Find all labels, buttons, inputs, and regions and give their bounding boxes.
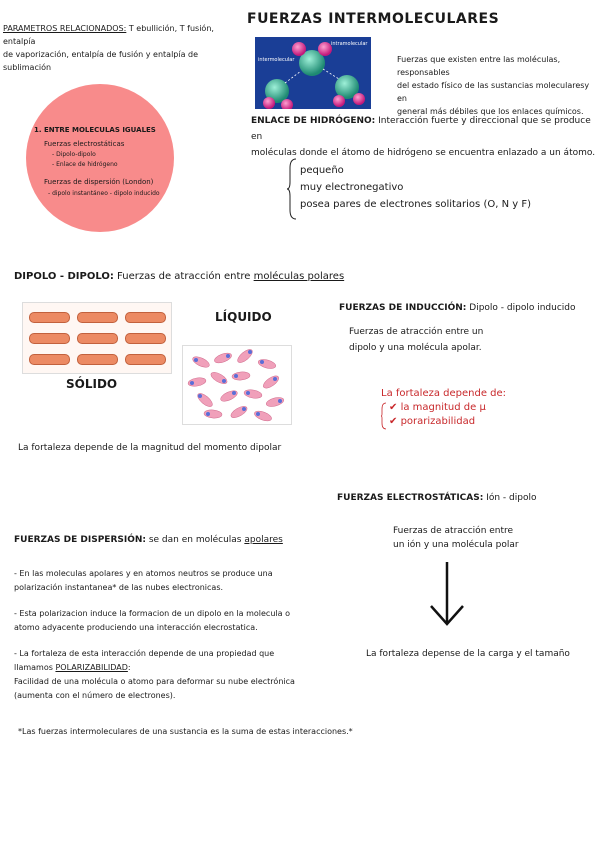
circle-content <box>34 124 174 200</box>
definition-line: general más débiles que los enlaces químicos. <box>397 107 584 116</box>
solid-label: SÓLIDO <box>66 377 118 391</box>
check-icon: ✔ <box>389 416 398 427</box>
dispersion-line: polarización instantanea* de las nubes electronicas. <box>14 583 224 592</box>
induction-desc-line: dipolo y una molécula apolar. <box>349 343 482 353</box>
dipole-tile <box>29 354 70 365</box>
dispersion-line: - Esta polarizacion induce la formacion de un dipolo en la molecula o <box>14 609 290 618</box>
dispersion-label: FUERZAS DE DISPERSIÓN: <box>14 535 146 545</box>
circle-electro: Fuerzas electrostáticas <box>44 140 125 148</box>
liquid-diagram <box>182 345 292 425</box>
brace-icon <box>287 158 297 220</box>
dipole-tile <box>125 312 166 323</box>
apolar-word: apolares <box>244 535 283 545</box>
induction-box-list <box>381 401 506 429</box>
circle-dispersion: Fuerzas de dispersión (London) <box>44 178 154 186</box>
definition-line: del estado físico de las sustancias molecularesy en <box>397 81 590 103</box>
dispersion-body <box>14 567 334 703</box>
liquid-graphic <box>183 346 291 424</box>
molecule-graphic <box>255 37 371 109</box>
dipole-tile <box>77 312 118 323</box>
induction-box-title: La fortaleza depende de: <box>381 388 507 399</box>
hydrogen-text1: Interacción fuerte y direccional que se produce en <box>251 116 591 142</box>
electrostatic-strength: La fortaleza depense de la carga y el tamaño <box>366 649 570 659</box>
dipole-tile <box>29 312 70 323</box>
dipole-tile <box>29 333 70 344</box>
dipole-heading <box>14 269 344 284</box>
definition-line: Fuerzas que existen entre las moléculas, responsables <box>397 55 561 77</box>
induction-strength-box <box>381 387 506 429</box>
requirement-item: pequeño <box>300 165 344 176</box>
params-block <box>3 22 243 74</box>
dipole-tile <box>77 354 118 365</box>
intermolecular-label: intermolecular <box>258 57 295 63</box>
induction-heading <box>339 301 575 316</box>
hydrogen-requirements <box>300 162 531 213</box>
down-arrow-icon <box>427 560 467 628</box>
induction-desc <box>349 324 483 356</box>
induction-label: FUERZAS DE INDUCCIÓN: <box>339 303 467 313</box>
params-label: PARAMETROS RELACIONADOS: <box>3 24 127 33</box>
definition-text <box>397 53 597 118</box>
solid-diagram <box>22 302 172 374</box>
electrostatic-heading <box>337 491 536 506</box>
electrostatic-desc-line: un ión y una molécula polar <box>393 540 519 550</box>
dispersion-line: (aumenta con el número de electrones). <box>14 691 176 700</box>
params-text2: de vaporización, entalpía de fusión y entalpía de sublimación <box>3 50 199 72</box>
page-title: FUERZAS INTERMOLECULARES <box>247 11 500 27</box>
induction-box-item <box>389 401 506 415</box>
dipole-text: Fuerzas de atracción entre <box>113 271 254 282</box>
hydrogen-label: ENLACE DE HIDRÓGENO: <box>251 116 376 126</box>
circle-item: - Enlace de hidrógeno <box>52 161 118 168</box>
dispersion-line: - En las moleculas apolares y en atomos neutros se produce una <box>14 569 273 578</box>
requirement-item: muy electronegativo <box>300 182 404 193</box>
electrostatic-label: FUERZAS ELECTROSTÁTICAS: <box>337 493 484 503</box>
circle-item: - dipolo instantáneo - dipolo inducido <box>48 190 160 197</box>
footnote: *Las fuerzas intermoleculares de una sustancia es la suma de estas interacciones.* <box>18 727 353 736</box>
dipole-strength: La fortaleza depende de la magnitud del momento dipolar <box>18 443 282 453</box>
dispersion-line: - La fortaleza de esta interacción depende de una propiedad que <box>14 649 275 658</box>
hydrogen-bond-block <box>251 113 599 161</box>
dispersion-line: Facilidad de una molécula o atomo para deformar su nube electrónica <box>14 677 295 686</box>
circle-title: 1. ENTRE MOLECULAS IGUALES <box>34 126 156 134</box>
dispersion-text: se dan en moléculas <box>145 535 245 545</box>
requirement-item: posea pares de electrones solitarios (O, N y F) <box>300 199 531 210</box>
electrostatic-desc-line: Fuerzas de atracción entre <box>393 526 514 536</box>
polarizability-term: POLARIZABILIDAD <box>55 663 128 672</box>
dispersion-text-part: llamamos <box>14 663 56 672</box>
electrostatic-text: Ión - dipolo <box>483 493 537 503</box>
dispersion-line <box>14 661 334 675</box>
electrostatic-desc <box>393 524 519 552</box>
liquid-label: LÍQUIDO <box>215 310 272 324</box>
induction-box-item <box>389 415 506 429</box>
induction-desc-line: Fuerzas de atracción entre un <box>349 327 484 337</box>
induction-text: Dipolo - dipolo inducido <box>466 303 576 313</box>
dipole-label: DIPOLO - DIPOLO: <box>14 271 114 282</box>
polar-molecules: moléculas polares <box>253 271 345 282</box>
check-icon: ✔ <box>389 402 398 413</box>
intramolecular-label: intramolecular <box>331 41 368 47</box>
small-brace-icon <box>381 402 387 430</box>
dipole-tile <box>125 333 166 344</box>
hydrogen-text2: moléculas donde el átomo de hidrógeno se encuentra enlazado a un átomo. <box>251 148 596 158</box>
dipole-tile <box>125 354 166 365</box>
params-text1: T ebullición, T fusión, entalpía <box>3 24 214 46</box>
dispersion-heading <box>14 533 283 548</box>
circle-item: - Dipolo-dipolo <box>52 151 96 158</box>
dipole-tile <box>77 333 118 344</box>
induction-box-item-text: porarizabilidad <box>400 416 476 427</box>
induction-box-item-text: la magnitud de μ <box>400 402 486 413</box>
dispersion-text-part: : <box>127 663 131 672</box>
molecule-illustration <box>255 37 371 109</box>
dispersion-line: atomo adyacente produciendo una interacción elecrostatica. <box>14 623 258 632</box>
